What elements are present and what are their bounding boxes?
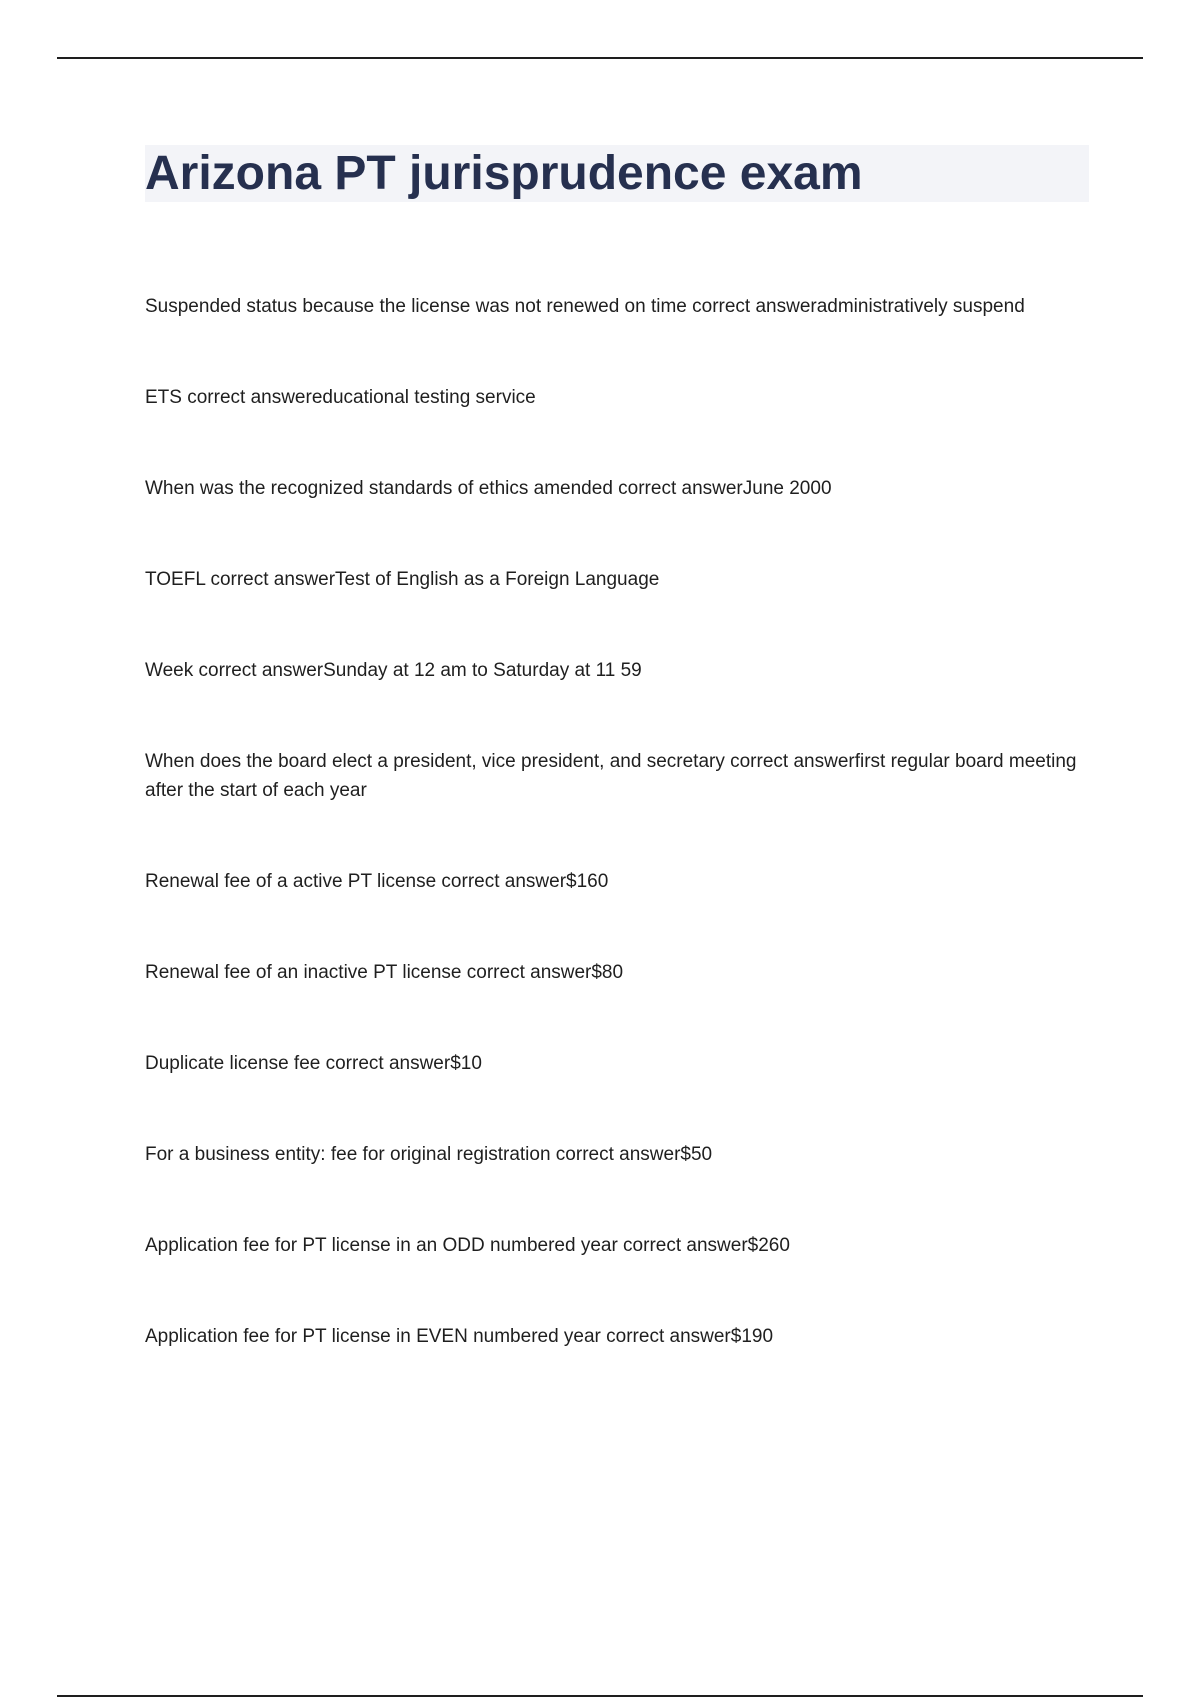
qa-item: Renewal fee of a active PT license correct answer$160 [145,871,609,892]
qa-item: For a business entity: fee for original registration correct answer$50 [145,1144,713,1165]
qa-item: When was the recognized standards of ethics amended correct answerJune 2000 [145,478,832,499]
qa-item: TOEFL correct answerTest of English as a Foreign Language [145,569,660,590]
qa-item: Application fee for PT license in EVEN numbered year correct answer$190 [145,1326,774,1347]
footer-rule [57,1695,1143,1697]
qa-item: ETS correct answereducational testing service [145,387,536,408]
qa-item: Suspended status because the license was not renewed on time correct answeradministratively suspend [145,296,1025,317]
qa-item: Week correct answerSunday at 12 am to Saturday at 11 59 [145,660,642,681]
qa-item: When does the board elect a president, vice president, and secretary correct answerfirst regular board meeting after the start of each year [145,751,1077,801]
qa-item: Renewal fee of an inactive PT license correct answer$80 [145,962,624,983]
qa-item: Application fee for PT license in an ODD numbered year correct answer$260 [145,1235,790,1256]
document-title: Arizona PT jurisprudence exam [145,147,863,200]
qa-list [145,292,1095,1413]
header-rule [57,57,1143,59]
qa-item: Duplicate license fee correct answer$10 [145,1053,482,1074]
